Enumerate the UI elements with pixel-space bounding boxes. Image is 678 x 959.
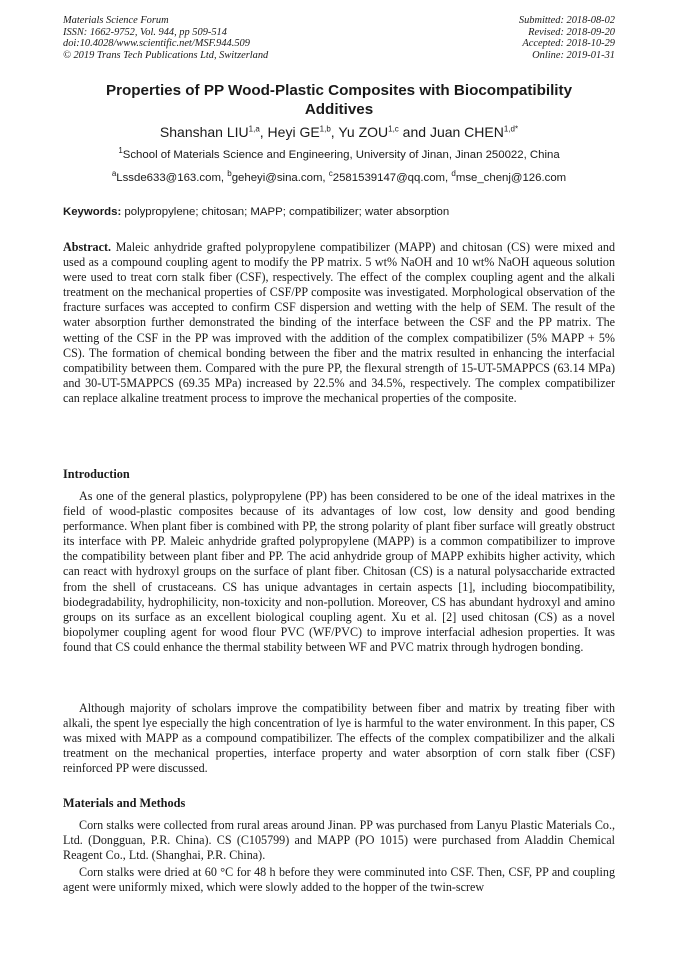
methods-paragraph-2: Corn stalks were dried at 60 °C for 48 h before they were comminuted into CSF. Then, CSF, PP and coupling agent were uniformly mixed, which were slowly added to the hopper of the twin-screw	[63, 865, 615, 895]
affiliation	[60, 146, 618, 161]
author-separator: and	[398, 124, 430, 140]
affiliation-text: School of Materials Science and Engineering, University of Jinan, Jinan 250022, China	[122, 149, 560, 161]
email-mark: b	[227, 169, 232, 179]
introduction-paragraph-2: Although majority of scholars improve the compatibility between fiber and matrix by treating fiber with alkali, the spent lye especially the high concentration of lye is harmful to the water environment. In this paper, CS was mixed with MAPP as a compound compatibilizer. The effects of the complex compatibilizer and the alkali treatment on the mechanical properties, interface property and water absorption of corn stalk fiber (CSF) reinforced PP were discussed.	[63, 701, 615, 776]
email-mark: c	[328, 169, 333, 179]
author-separator: ,	[330, 124, 339, 140]
author-affil-mark: 1,b	[319, 124, 331, 134]
copyright-line: © 2019 Trans Tech Publications Ltd, Switzerland	[63, 49, 269, 61]
author-name: Shanshan LIU	[159, 124, 249, 140]
author-affil-mark: 1,d*	[503, 124, 519, 134]
author-name: Heyi GE	[267, 124, 320, 140]
keywords-text: polypropylene; chitosan; MAPP; compatibilizer; water absorption	[121, 206, 450, 218]
author-affil-mark: 1,c	[388, 124, 399, 134]
author-affil-mark: 1,a	[248, 124, 260, 134]
abstract-text: Maleic anhydride grafted polypropylene compatibilizer (MAPP) and chitosan (CS) were mixed and used as a compound coupling agent to modify the PP matrix. 5 wt% NaOH and 10 wt% NaOH aqueous solution were used to treat corn stalk fiber (CSF), respectively. The effect of the complex coupling agent and the alkali treatment on the mechanical properties of CSF/PP composite was investigated. Morphological observation of the fracture surfaces was accepted to confirm CSF dispersion and wetting with the help of SEM. The result of the water absorption further demonstrated the binding of the interface between the CSF and the PP matrix. The wetting of the CSF in the PP was improved with the addition of the complex compatibilizer (5% MAPP + 5% CS). The formation of chemical bonding between the fiber and the matrix resulted in enhancing the interfacial compatibility between them. Compared with the pure PP, the flexural strength of 15-UT-5MAPPCS (63.14 MPa) and 30-UT-5MAPPCS (69.35 MPa) increased by 22.5% and 34.5%, respectively. The complex compatibilizer can replace alkaline treatment process to improve the mechanical properties of the composite.	[63, 240, 615, 405]
paper-title: Properties of PP Wood-Plastic Composites with Biocompatibility Additives	[105, 82, 573, 118]
abstract	[63, 240, 615, 406]
doi-line: doi:10.4028/www.scientific.net/MSF.944.509	[63, 38, 250, 50]
accepted-date: Accepted: 2018-10-29	[522, 38, 615, 50]
methods-heading: Materials and Methods	[63, 796, 186, 810]
dates-header	[519, 15, 615, 61]
abstract-label: Abstract.	[63, 240, 112, 254]
email-mark: d	[451, 169, 456, 179]
author-name: Yu ZOU	[338, 124, 389, 140]
journal-header	[63, 15, 268, 61]
email-address[interactable]: geheyi@sina.com,	[231, 172, 329, 184]
author-name: Juan CHEN	[429, 124, 504, 140]
affiliation-mark: 1	[118, 146, 123, 156]
keywords	[63, 206, 615, 218]
email-mark: a	[111, 169, 117, 179]
email-address[interactable]: Lssde633@163.com,	[116, 172, 228, 184]
issn-line: ISSN: 1662-9752, Vol. 944, pp 509-514	[63, 26, 227, 38]
introduction-heading: Introduction	[63, 467, 130, 481]
email-address[interactable]: mse_chenj@126.com	[455, 172, 567, 184]
submitted-date: Submitted: 2018-08-02	[518, 15, 615, 26]
email-address[interactable]: 2581539147@qq.com,	[332, 172, 452, 184]
revised-date: Revised: 2018-09-20	[528, 26, 615, 38]
online-date: Online: 2019-01-31	[532, 49, 615, 61]
keywords-label: Keywords:	[63, 206, 122, 218]
introduction-paragraph-1: As one of the general plastics, polypropylene (PP) has been considered to be one of the ideal matrixes in the field of wood-plastic composites because of its advantages of low cost, low density and good bending performance. When plant fiber is combined with PP, the strong polarity of plant fiber surface will greatly obstruct its interface with PP. Maleic anhydride grafted polypropylene (MAPP) is a common compatibilizer to improve the compatibility between plant fiber and PP. The acid anhydride group of MAPP exhibits higher activity, which can react with hydroxyl groups on the surface of plant fiber. Chitosan (CS) is a natural polysaccharide extracted from the shell of crustaceans. CS has unique advantages in certain aspects [1], including biocompatibility, biodegradability, hydrophilicity, non-toxicity and non-pollution. Moreover, CS has abundant hydroxyl and amino groups on its surface as an excellent biological coupling agent. Xu et al. [2] used chitosan (CS) as a novel biopolymer coupling agent for wood flour PVC (WF/PVC) to improve interfacial adhesion properties. It was found that CS could enhance the thermal stability between WF and PVC matrix through hydrogen bonding.	[63, 489, 615, 654]
author-separator: ,	[259, 124, 268, 140]
author-list	[60, 124, 618, 140]
email-list	[60, 169, 618, 184]
methods-paragraph-1: Corn stalks were collected from rural areas around Jinan. PP was purchased from Lanyu Plastic Materials Co., Ltd. (Dongguan, P.R. China). CS (C105799) and MAPP (PO 1015) were purchased from Aladdin Chemical Reagent Co., Ltd. (Shanghai, P.R. China).	[63, 818, 615, 863]
journal-name: Materials Science Forum	[63, 15, 169, 26]
